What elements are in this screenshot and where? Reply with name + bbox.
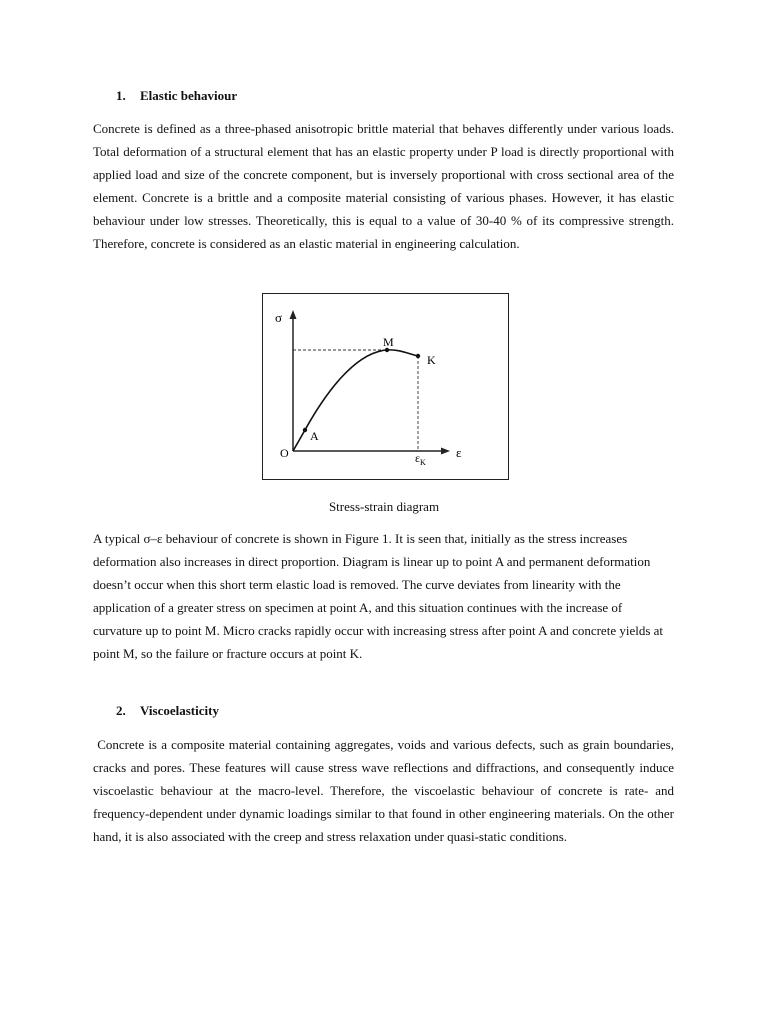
section-2-number: 2.: [116, 703, 126, 718]
x-axis-label: ε: [456, 445, 462, 460]
x-axis-arrow: [441, 448, 450, 455]
y-axis-label: σ: [275, 310, 283, 325]
section-1-discussion-paragraph: A typical σ–ε behaviour of concrete is shown in Figure 1. It is seen that, initially as the stress increases deformation also increases in direct proportion. Diagram is linear up to point A and permanent deformation doesn’t occur when this short term elastic load is removed. The curve deviates from linearity with the application of a greater stress on specimen at point A, and this situation continues with the increase of curvature up to point M. Micro cracks rapidly occur with increasing stress after point A and concrete yields at point M, so the failure or fracture occurs at point K.: [93, 531, 664, 661]
section-1-title: Elastic behaviour: [140, 88, 238, 103]
point-m-label: M: [383, 335, 394, 349]
section-1-paragraph: Concrete is defined as a three-phased anisotropic brittle material that behaves differently under various loads. Total deformation of a structural element that has an elastic property under P load is directly proportional with applied load and size of the concrete component, but is inversely proportional with cross sectional area of the element. Concrete is a brittle and a composite material consisting of various phases. However, it has elastic behaviour under low stresses. Theoretically, this is equal to a value of 30-40 % of its compressive strength. Therefore, concrete is considered as an elastic material in engineering calculation.: [93, 121, 674, 251]
point-a-marker: [303, 428, 307, 432]
origin-label: O: [280, 446, 289, 460]
strain-k-subscript: K: [420, 458, 426, 467]
stress-strain-figure: [262, 293, 509, 480]
strain-k-main: ε: [415, 451, 421, 465]
section-1-number: 1.: [116, 88, 126, 103]
section-2-heading: [116, 703, 219, 719]
section-2-paragraph: Concrete is a composite material containing aggregates, voids and various defects, such as grain boundaries, cracks and pores. These features will cause stress wave reflections and diffractions, and consequently induce viscoelastic behaviour at the macro-level. Therefore, the viscoelastic behaviour of concrete is rate- and frequency-dependent under dynamic loadings similar to that found in other engineering materials. On the other hand, it is also associated with the creep and stress relaxation under quasi-static conditions.: [93, 737, 678, 844]
figure-caption: Stress-strain diagram: [328, 499, 440, 514]
point-k-label: K: [427, 353, 436, 367]
point-k-marker: [416, 354, 420, 358]
y-axis-arrow: [290, 310, 297, 319]
section-1-heading: [116, 88, 237, 104]
section-2-title: Viscoelasticity: [140, 703, 219, 718]
point-a-label: A: [310, 429, 319, 443]
strain-k-label: [415, 451, 426, 467]
stress-strain-diagram: [263, 294, 507, 478]
